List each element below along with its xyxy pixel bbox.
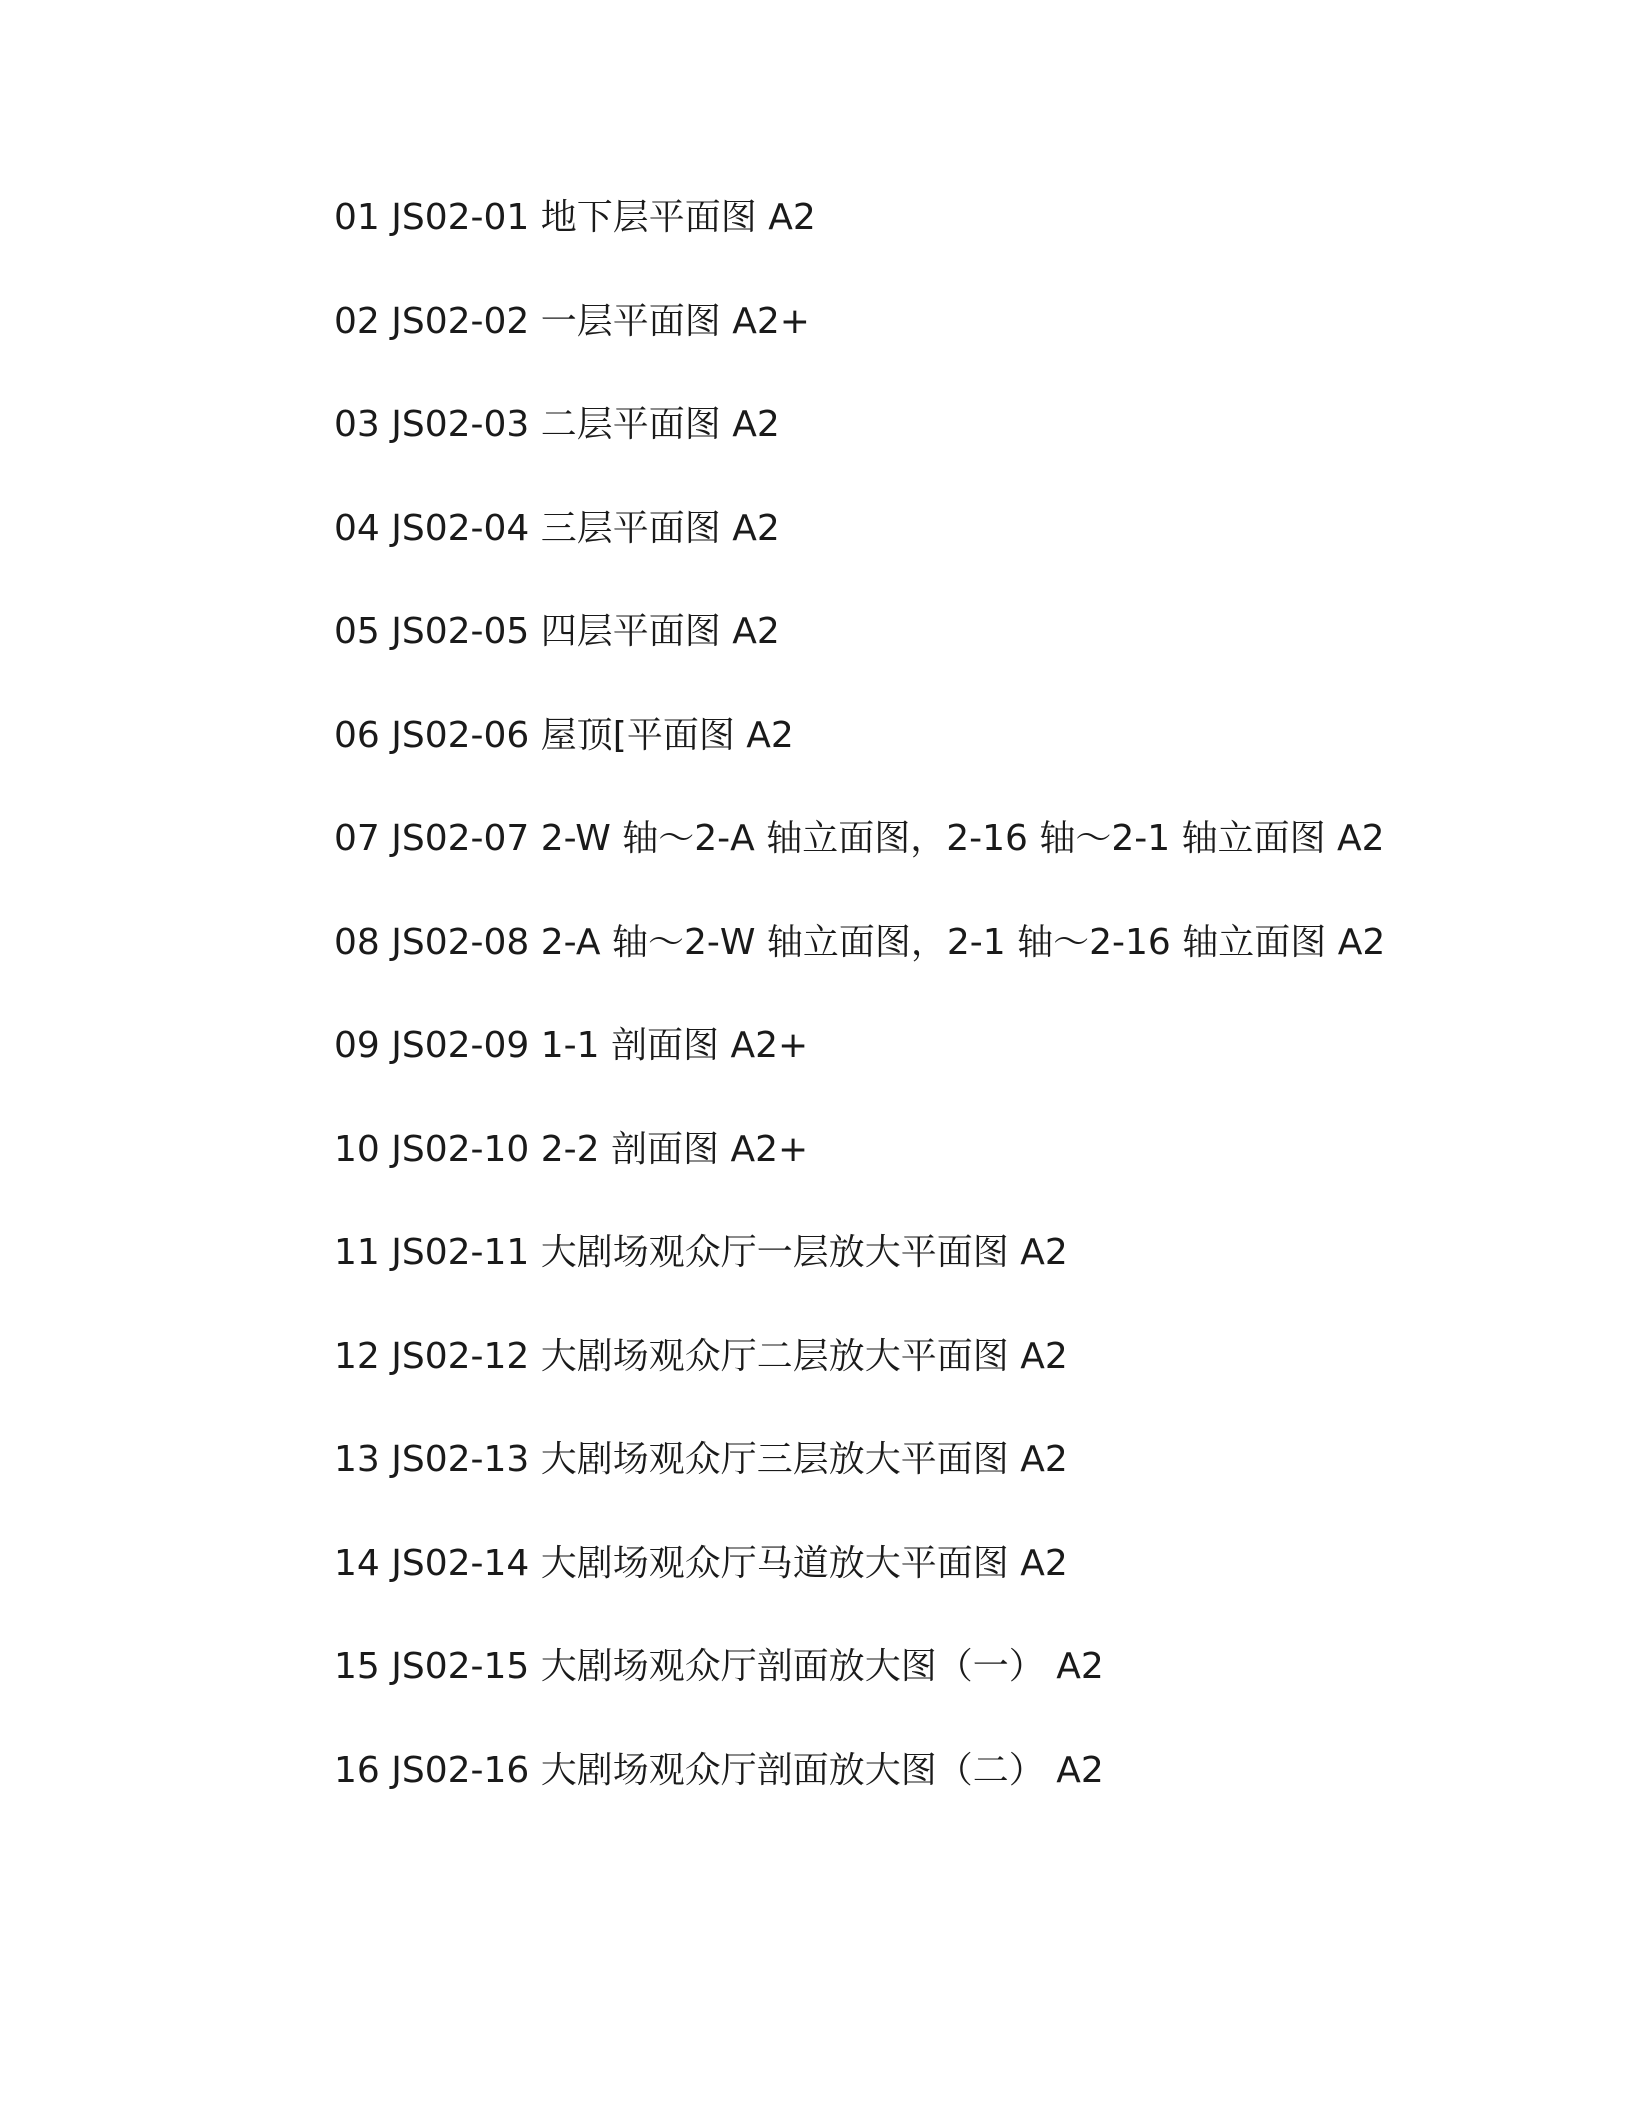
drawing-entry: 06 JS02-06 屋顶[平面图 A2 xyxy=(334,714,794,756)
drawing-entry: 10 JS02-10 2-2 剖面图 A2+ xyxy=(334,1128,809,1170)
drawing-entry: 12 JS02-12 大剧场观众厅二层放大平面图 A2 xyxy=(334,1335,1068,1377)
drawing-entry: 05 JS02-05 四层平面图 A2 xyxy=(334,611,780,652)
drawing-entry: 02 JS02-02 一层平面图 A2+ xyxy=(334,300,810,342)
drawing-list xyxy=(334,190,1534,1846)
drawing-entry: 13 JS02-13 大剧场观众厅三层放大平面图 A2 xyxy=(334,1439,1068,1480)
drawing-entry: 11 JS02-11 大剧场观众厅一层放大平面图 A2 xyxy=(334,1232,1068,1273)
drawing-entry: 03 JS02-03 二层平面图 A2 xyxy=(334,404,780,445)
drawing-entry: 01 JS02-01 地下层平面图 A2 xyxy=(334,197,816,238)
drawing-entry: 15 JS02-15 大剧场观众厅剖面放大图（一） A2 xyxy=(334,1646,1104,1687)
drawing-entry: 08 JS02-08 2-A 轴～2-W 轴立面图，2-1 轴～2-16 轴立面图 A2 xyxy=(334,921,1386,963)
drawing-entry: 14 JS02-14 大剧场观众厅马道放大平面图 A2 xyxy=(334,1542,1068,1584)
drawing-entry: 04 JS02-04 三层平面图 A2 xyxy=(334,507,780,549)
drawing-entry: 16 JS02-16 大剧场观众厅剖面放大图（二） A2 xyxy=(334,1749,1104,1791)
drawing-entry: 07 JS02-07 2-W 轴～2-A 轴立面图，2-16 轴～2-1 轴立面图 A2 xyxy=(334,818,1385,859)
drawing-entry: 09 JS02-09 1-1 剖面图 A2+ xyxy=(334,1025,809,1066)
